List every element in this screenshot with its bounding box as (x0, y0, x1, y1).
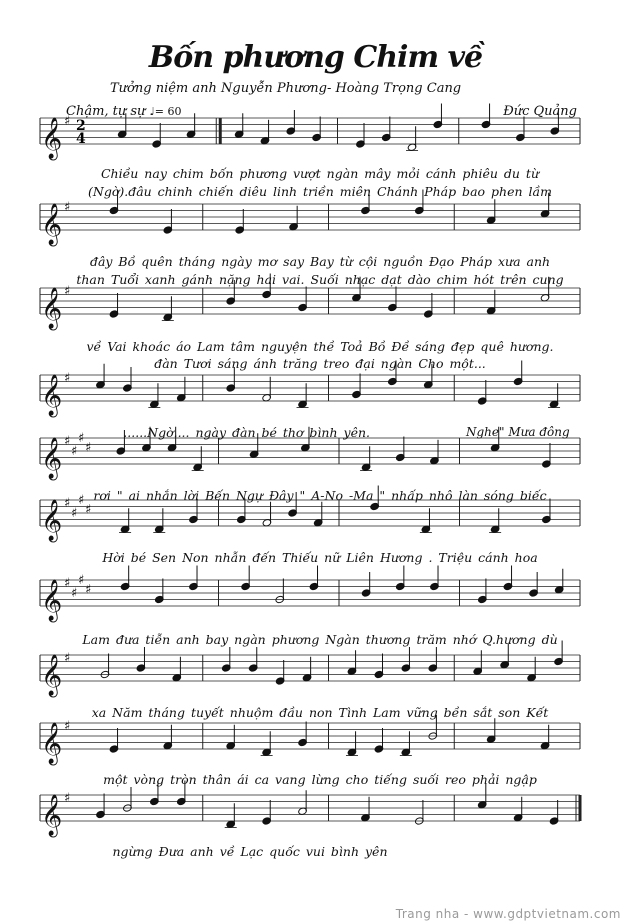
treble-clef-icon: 𝄞 (41, 500, 63, 541)
time-signature-bottom: 4 (76, 131, 86, 147)
sharp-icon: ♯ (71, 585, 78, 601)
dedication-subtitle: Tưởng niệm anh Nguyễn Phương- Hoàng Trọng Cang (110, 81, 462, 96)
lyric-line-1: Chiều nay chim bốn phương vượt ngàn mây mỏi cánh phiêu du từ (100, 166, 540, 181)
song-title: Bốn phương Chim về (148, 40, 483, 75)
lyric-line-11: Lam đưa tiễn anh bay ngàn phương Ngàn thương trăm nhớ Q.hương dù (82, 632, 558, 647)
treble-clef-icon: 𝄞 (41, 438, 63, 479)
lyric-line-8: Nghe" Mưa đông (466, 425, 570, 439)
tempo-marking (66, 104, 181, 119)
sharp-icon: ♯ (64, 719, 71, 734)
tempo-text: Chậm, tự sự (66, 104, 146, 119)
lyric-line-3: đây Bồ quên tháng ngày mơ say Bay từ cội nguồn Đạo Pháp xưa anh (89, 254, 551, 269)
lyric-line-6: đàn Tươi sáng ánh trăng treo đại ngàn Cho một... (154, 356, 486, 371)
lyric-line-9: rơi " ai nhắn lời Bến Ngự Đây " A-No -Ma " nhấp nhô làn sóng biếc (93, 488, 547, 503)
treble-clef-icon: 𝄞 (41, 375, 63, 416)
sharp-icon: ♯ (85, 440, 92, 456)
lyric-line-2: (Ngờ).đâu chinh chiến diêu linh triền miên Chánh Pháp bao phen lầm (88, 184, 552, 199)
sharp-icon: ♯ (64, 791, 71, 806)
lyric-line-7: ......Ngờ.... ngày đàn bé thơ bình yên. (123, 425, 370, 440)
treble-clef-icon: 𝄞 (41, 288, 63, 329)
treble-clef-icon: 𝄞 (41, 580, 63, 621)
sharp-icon: ♯ (78, 572, 85, 588)
sharp-icon: ♯ (64, 371, 71, 386)
sharp-icon: ♯ (78, 492, 85, 508)
lyric-line-5: về Vai khoác áo Lam tâm nguyện thề Toả Bồ Đề sáng đẹp quê hương. (86, 339, 554, 354)
sharp-icon: ♯ (64, 434, 71, 449)
sharp-icon: ♯ (64, 651, 71, 666)
sharp-icon: ♯ (85, 502, 92, 518)
sharp-icon: ♯ (85, 582, 92, 598)
sharp-icon: ♯ (78, 430, 85, 446)
treble-clef-icon: 𝄞 (41, 723, 63, 764)
lyric-line-14: ngừng Đưa anh về Lạc quốc vui bình yên (112, 844, 388, 859)
website-footer: Trang nha - www.gdptvietnam.com (395, 907, 621, 921)
sharp-icon: ♯ (71, 443, 78, 459)
sharp-icon: ♯ (64, 284, 71, 299)
lyric-line-12: xa Năm tháng tuyết nhuộm đầu non Tình Lam vững bền sắt son Kết (91, 705, 549, 720)
time-signature-top: 2 (76, 118, 86, 134)
lyric-line-10: Hời bé Sen Non nhẫn đến Thiếu nữ Liên Hương . Triệu cánh hoa (102, 550, 538, 565)
treble-clef-icon: 𝄞 (41, 655, 63, 696)
sharp-icon: ♯ (71, 505, 78, 521)
composer-name: Đức Quảng (503, 104, 577, 119)
sharp-icon: ♯ (64, 200, 71, 215)
metronome-mark: ♩= 60 (149, 105, 182, 118)
treble-clef-icon: 𝄞 (41, 795, 63, 836)
treble-clef-icon: 𝄞 (41, 118, 63, 159)
sharp-icon: ♯ (64, 576, 71, 591)
sharp-icon: ♯ (64, 496, 71, 511)
lyric-line-13: một vòng tròn thân ái ca vang lừng cho tiếng suối reo phải ngập (103, 772, 537, 787)
lyric-line-4: than Tuổi xanh gánh nặng hai vai. Suối nhạc dạt dào chim hót trên cung (76, 272, 564, 287)
sharp-icon: ♯ (64, 114, 71, 129)
treble-clef-icon: 𝄞 (41, 204, 63, 245)
